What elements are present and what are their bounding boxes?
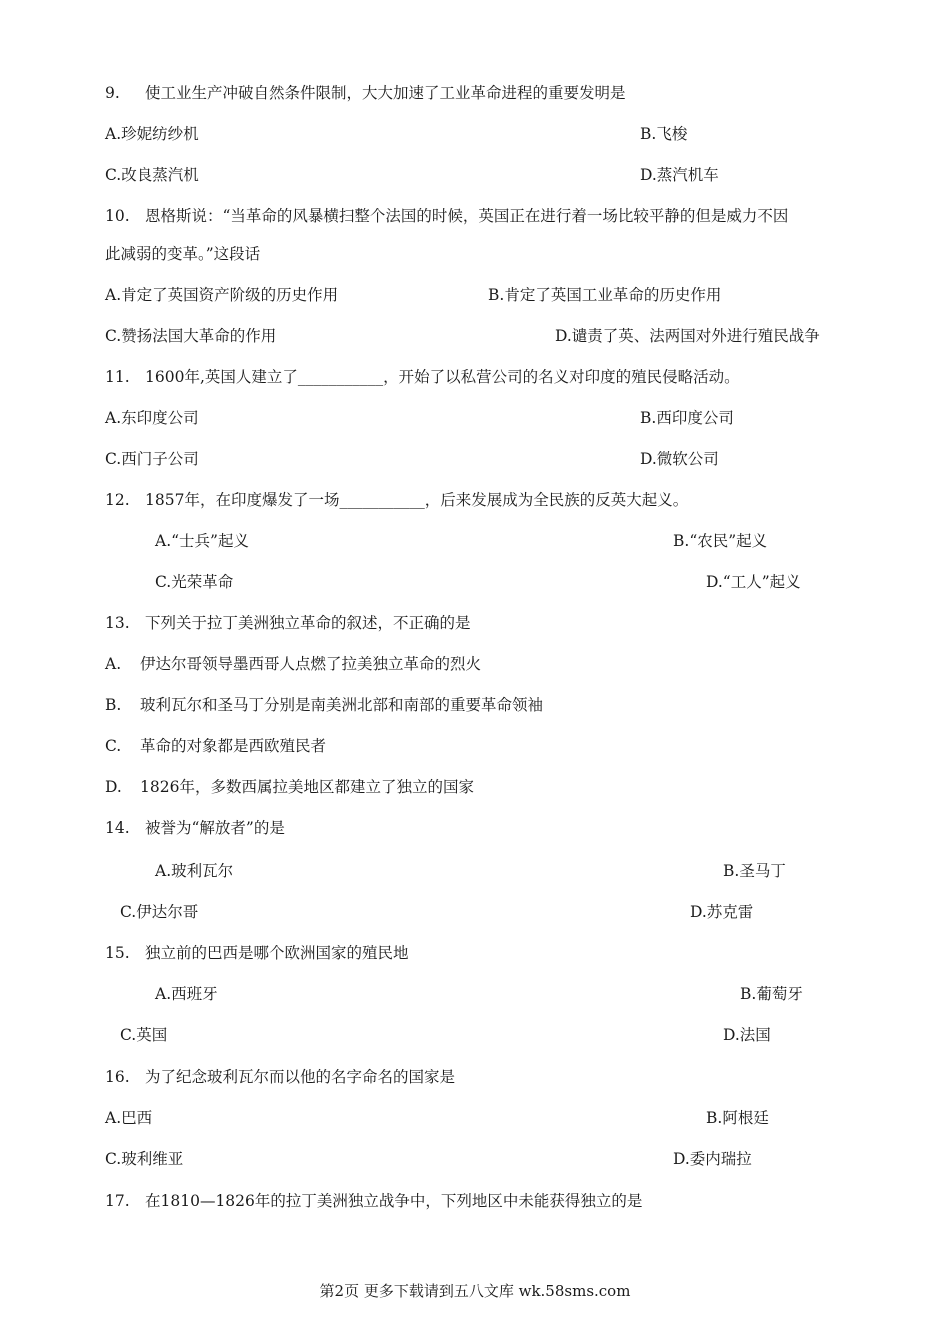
question-15 <box>105 942 409 964</box>
option-b: B.圣马丁 <box>723 862 786 880</box>
question-number: 12. <box>105 491 130 509</box>
option-a: A.西班牙 <box>155 985 218 1003</box>
question-number: 15. <box>105 944 130 962</box>
option-text: 1826年，多数西属拉美地区都建立了独立的国家 <box>140 778 474 796</box>
option-c: C.西门子公司 <box>105 450 199 468</box>
option-a: A.肯定了英国资产阶级的历史作用 <box>105 286 339 304</box>
option-c: C.赞扬法国大革命的作用 <box>105 327 277 345</box>
option-c: C.光荣革命 <box>155 573 234 591</box>
question-17 <box>105 1190 642 1212</box>
option-b: B.“农民”起义 <box>673 532 768 550</box>
option-text: 伊达尔哥领导墨西哥人点燃了拉美独立革命的烈火 <box>140 655 482 673</box>
question-text: 1600年,英国人建立了___________，开始了以私营公司的名义对印度的殖民侵略活动。 <box>145 368 740 386</box>
option-d: D.法国 <box>723 1026 771 1044</box>
question-text: 使工业生产冲破自然条件限制，大大加速了工业革命进程的重要发明是 <box>145 84 626 102</box>
option-label: A. <box>105 655 122 673</box>
option-b: B.飞梭 <box>640 125 688 143</box>
option-label: B. <box>105 696 122 714</box>
question-11 <box>105 366 740 388</box>
option-d: D.谴责了英、法两国对外进行殖民战争 <box>555 327 820 345</box>
option-a: A.巴西 <box>105 1109 153 1127</box>
option-a: A.东印度公司 <box>105 409 199 427</box>
option-d <box>105 776 474 798</box>
option-label: D. <box>105 778 122 796</box>
option-d: D.蒸汽机车 <box>640 166 719 184</box>
option-b: B.葡萄牙 <box>740 985 803 1003</box>
option-b: B.西印度公司 <box>640 409 734 427</box>
question-text: 被誉为“解放者”的是 <box>145 819 285 837</box>
question-number: 11. <box>105 368 130 386</box>
option-c <box>105 735 326 757</box>
question-13 <box>105 612 471 634</box>
option-b <box>105 694 543 716</box>
question-text: 在1810—1826年的拉丁美洲独立战争中，下列地区中未能获得独立的是 <box>145 1192 643 1210</box>
question-number: 14. <box>105 819 130 837</box>
question-number: 17. <box>105 1192 130 1210</box>
option-c: C.英国 <box>120 1026 168 1044</box>
question-10 <box>105 205 788 227</box>
option-a: A.“士兵”起义 <box>155 532 249 550</box>
option-d: D.苏克雷 <box>690 903 754 921</box>
question-text: 下列关于拉丁美洲独立革命的叙述，不正确的是 <box>145 614 471 632</box>
option-a: A.珍妮纺纱机 <box>105 125 199 143</box>
question-number: 10. <box>105 207 130 225</box>
question-number: 9. <box>105 84 120 102</box>
option-label: C. <box>105 737 122 755</box>
option-d: D.委内瑞拉 <box>673 1150 752 1168</box>
question-text: 恩格斯说：“当革命的风暴横扫整个法国的时候，英国正在进行着一场比较平静的但是威力不因 <box>145 207 789 225</box>
question-number: 16. <box>105 1068 130 1086</box>
option-d: D.“工人”起义 <box>706 573 801 591</box>
page-footer: 第2页 更多下载请到五八文库 wk.58sms.com <box>319 1282 631 1300</box>
option-a: A.玻利瓦尔 <box>155 862 234 880</box>
option-text: 革命的对象都是西欧殖民者 <box>140 737 327 755</box>
option-c: C.伊达尔哥 <box>120 903 199 921</box>
question-text-continued: 此减弱的变革。”这段话 <box>105 245 261 263</box>
option-c: C.玻利维亚 <box>105 1150 184 1168</box>
question-number: 13. <box>105 614 130 632</box>
question-12 <box>105 489 688 511</box>
question-text: 1857年，在印度爆发了一场___________，后来发展成为全民族的反英大起义。 <box>145 491 689 509</box>
option-c: C.改良蒸汽机 <box>105 166 199 184</box>
question-9 <box>105 82 626 104</box>
option-text: 玻利瓦尔和圣马丁分别是南美洲北部和南部的重要革命领袖 <box>140 696 544 714</box>
question-14 <box>105 817 285 839</box>
option-b: B.肯定了英国工业革命的历史作用 <box>488 286 722 304</box>
option-b: B.阿根廷 <box>706 1109 769 1127</box>
option-d: D.微软公司 <box>640 450 719 468</box>
question-16 <box>105 1066 455 1088</box>
question-text: 独立前的巴西是哪个欧洲国家的殖民地 <box>145 944 409 962</box>
question-text: 为了纪念玻利瓦尔而以他的名字命名的国家是 <box>145 1068 456 1086</box>
option-a <box>105 653 481 675</box>
